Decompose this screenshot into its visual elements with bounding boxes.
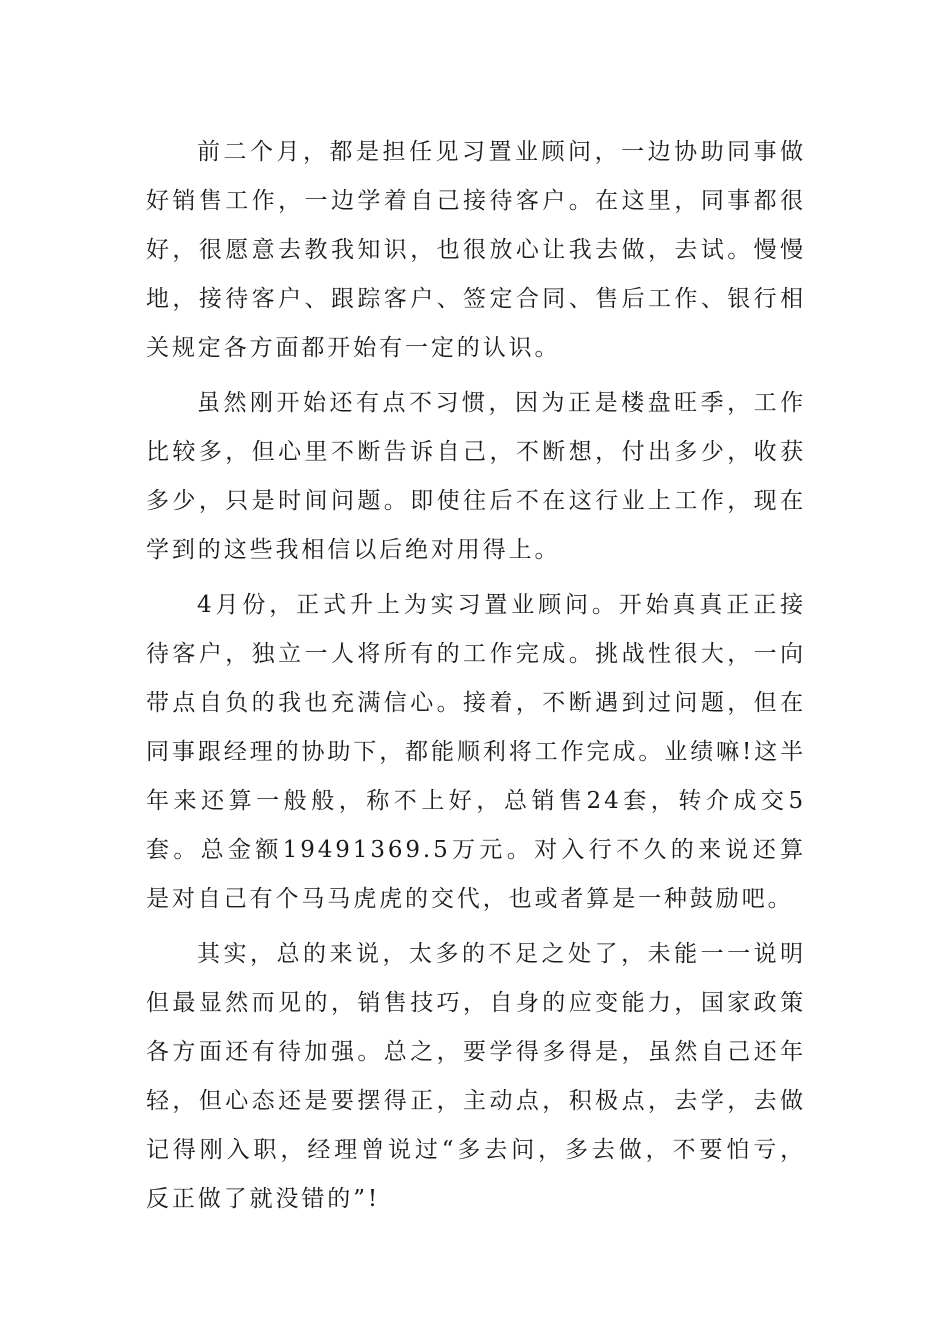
document-body <box>146 128 806 1224</box>
paragraph-3: 4月份，正式升上为实习置业顾问。开始真真正正接待客户，独立一人将所有的工作完成。挑战性很大，一向带点自负的我也充满信心。接着，不断遇到过问题，但在同事跟经理的协助下，都能顺利将工作完成。业绩嘛!这半年来还算一般般，称不上好，总销售24套，转介成交5套。总金额19491369.5万元。对入行不久的来说还算是对自己有个马马虎虎的交代，也或者算是一种鼓励吧。 <box>146 592 806 912</box>
paragraph-4: 其实，总的来说，太多的不足之处了，未能一一说明但最显然而见的，销售技巧，自身的应变能力，国家政策各方面还有待加强。总之，要学得多得是，虽然自己还年轻，但心态还是要摆得正，主动点，积极点，去学，去做记得刚入职，经理曾说过“多去问，多去做，不要怕亏，反正做了就没错的”! <box>146 941 806 1212</box>
paragraph-2: 虽然刚开始还有点不习惯，因为正是楼盘旺季，工作比较多，但心里不断告诉自己，不断想，付出多少，收获多少，只是时间问题。即使往后不在这行业上工作，现在学到的这些我相信以后绝对用得上。 <box>146 390 806 563</box>
paragraph-1: 前二个月，都是担任见习置业顾问，一边协助同事做好销售工作，一边学着自己接待客户。在这里，同事都很好，很愿意去教我知识，也很放心让我去做，去试。慢慢地，接待客户、跟踪客户、签定合同、售后工作、银行相关规定各方面都开始有一定的认识。 <box>146 139 806 361</box>
